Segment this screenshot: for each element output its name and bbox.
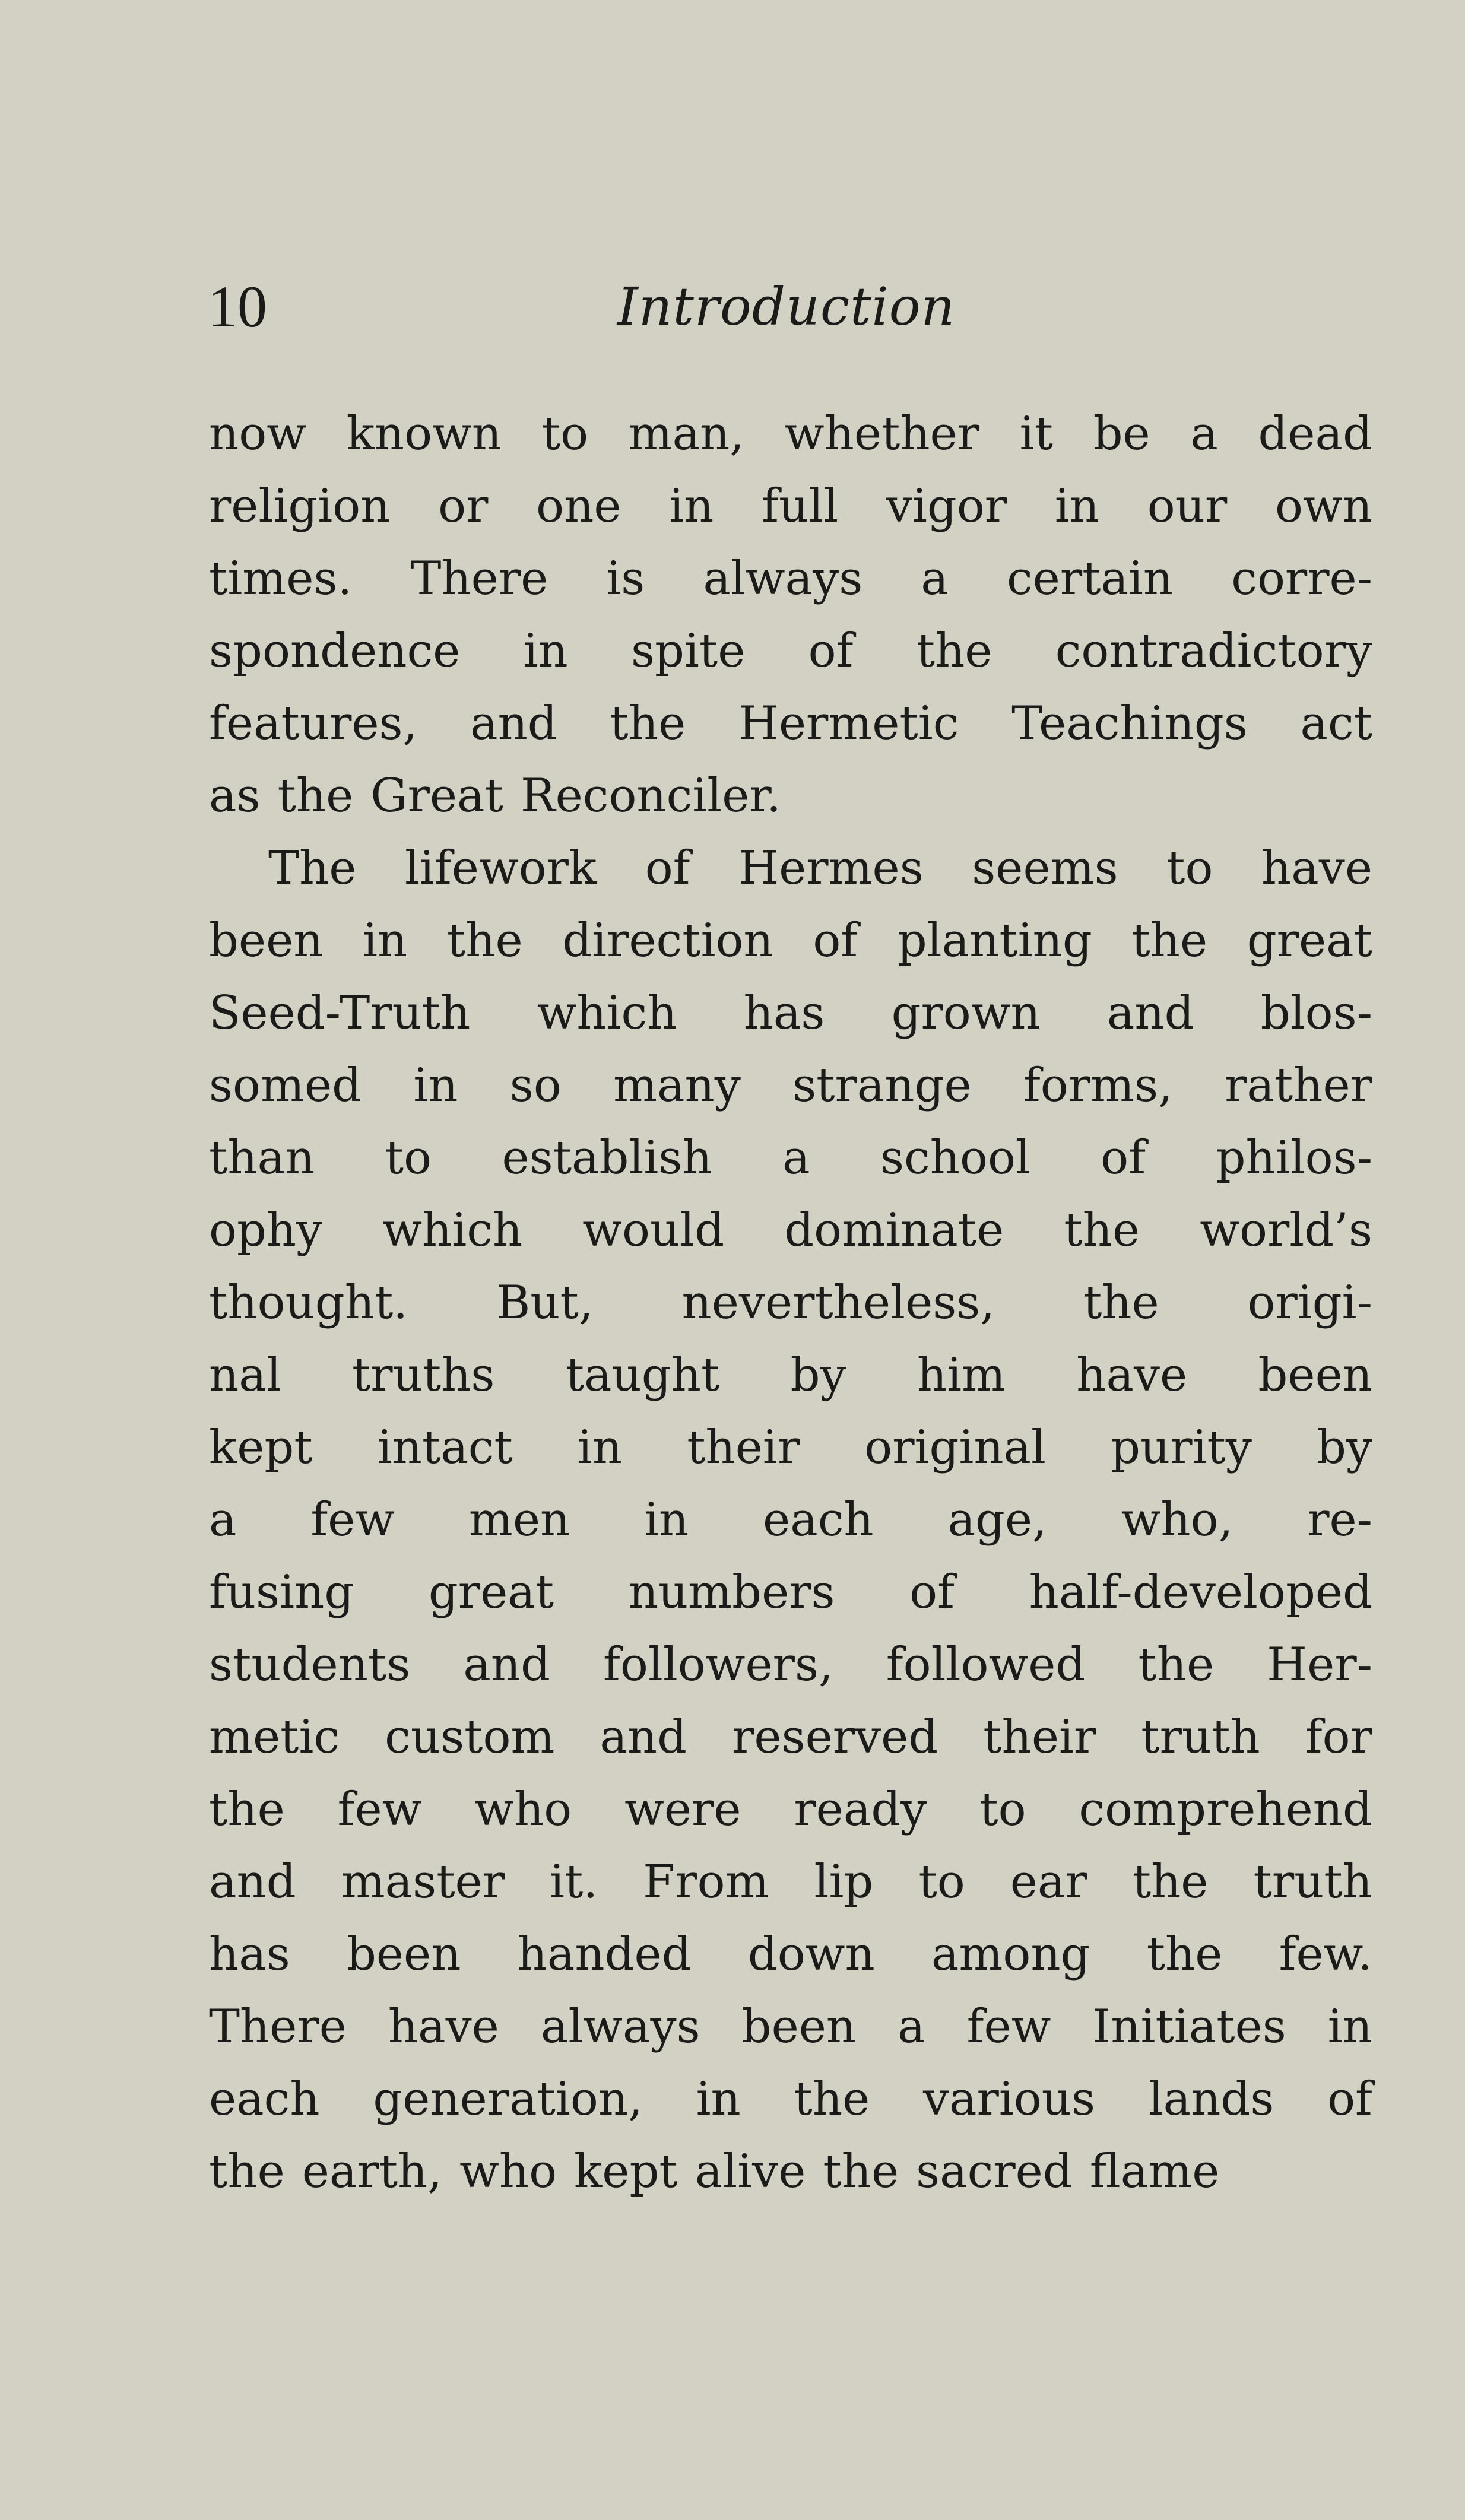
text-line: has been handed down among the few. (209, 1928, 1372, 1981)
text-line: There have always been a few Initiates in (209, 2000, 1372, 2054)
text-line: religion or one in full vigor in our own (209, 480, 1372, 533)
text-line: now known to man, whether it be a dead (209, 407, 1372, 461)
text-line: times. There is always a certain corre- (209, 552, 1372, 605)
text-line: students and followers, followed the Her- (209, 1638, 1372, 1691)
text-line: The lifework of Hermes seems to have (268, 842, 1372, 895)
running-head (208, 274, 1377, 339)
paragraph (209, 832, 1372, 2208)
text-line: each generation, in the various lands of (209, 2073, 1372, 2126)
paragraph (209, 398, 1372, 832)
text-line: metic custom and reserved their truth for (209, 1710, 1372, 1764)
text-line: and master it. From lip to ear the truth (209, 1855, 1372, 1909)
page-number: 10 (208, 274, 267, 339)
body-text (209, 398, 1372, 2208)
text-line: the few who were ready to comprehend (209, 1783, 1372, 1836)
text-line: nal truths taught by him have been (209, 1348, 1372, 1402)
text-line: the earth, who kept alive the sacred flame (209, 2145, 1220, 2198)
text-line: ophy which would dominate the world’s (209, 1204, 1372, 1257)
text-line: thought. But, nevertheless, the origi- (209, 1276, 1372, 1329)
text-line: a few men in each age, who, re- (209, 1493, 1372, 1547)
text-line: Seed-Truth which has grown and blos- (209, 986, 1372, 1040)
text-line: features, and the Hermetic Teachings act (209, 697, 1372, 750)
text-line: than to establish a school of philos- (209, 1131, 1372, 1185)
text-line: as the Great Reconciler. (209, 769, 781, 823)
running-title: Introduction (617, 276, 956, 337)
text-line: kept intact in their original purity by (209, 1421, 1372, 1474)
text-line: fusing great numbers of half-developed (209, 1566, 1372, 1619)
text-line: spondence in spite of the contradictory (209, 624, 1372, 678)
text-line: somed in so many strange forms, rather (209, 1059, 1372, 1112)
text-line: been in the direction of planting the great (209, 914, 1372, 967)
